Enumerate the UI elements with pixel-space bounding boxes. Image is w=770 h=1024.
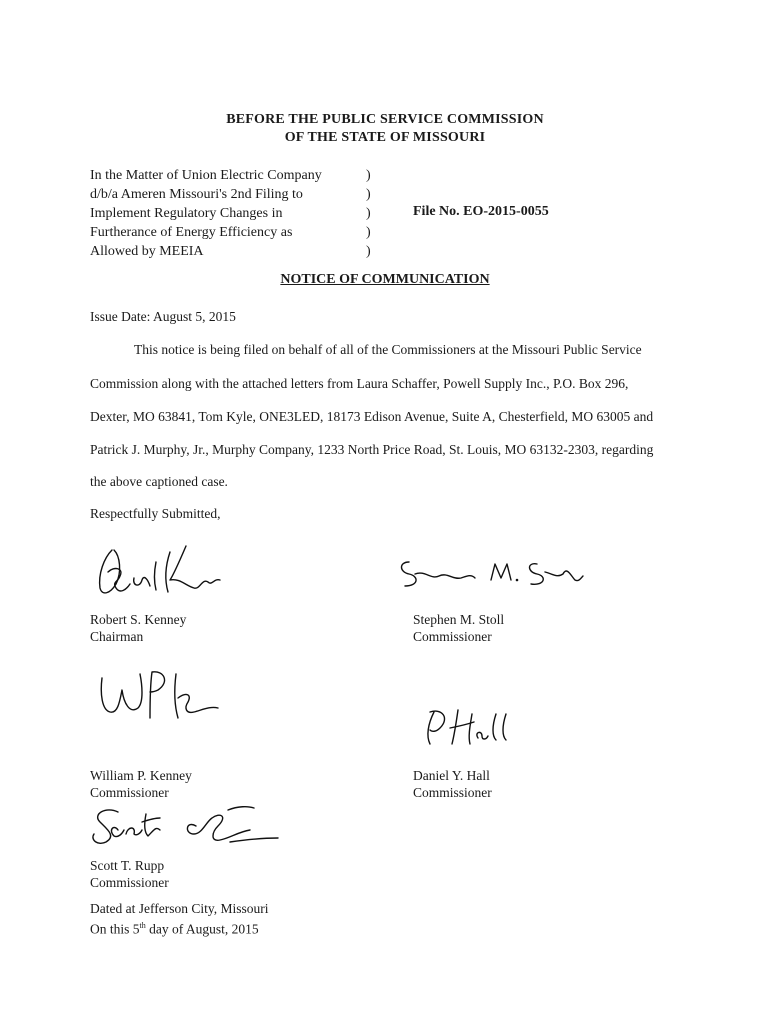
signatory-block: [90, 611, 186, 645]
caption-paren: ): [366, 168, 371, 183]
signature-stroke: [134, 578, 150, 586]
signature-stroke: [111, 828, 124, 837]
signatory-name: Robert S. Kenney: [90, 612, 187, 627]
commission-header-line-2: OF THE STATE OF MISSOURI: [284, 130, 486, 145]
signatory-block: [413, 611, 504, 645]
caption-paren: ): [366, 206, 371, 221]
signature-stroke: [415, 573, 475, 578]
dated-location: Dated at Jefferson City, Missouri: [90, 901, 269, 916]
signatory-title: Commissioner: [413, 629, 492, 644]
signature-stroke: [178, 695, 218, 713]
signature-stroke: [493, 714, 496, 740]
notice-body-line: Patrick J. Murphy, Jr., Murphy Company, 1233 North Price Road, St. Louis, MO 63132-2303, regarding: [90, 442, 654, 457]
case-caption: [90, 166, 370, 261]
signature-stroke: [491, 564, 511, 580]
caption-line: d/b/a Ameren Missouri's 2nd Filing to: [90, 187, 303, 202]
signature-stroke: [126, 828, 142, 835]
notice-body-line: Dexter, MO 63841, Tom Kyle, ONE3LED, 18173 Edison Avenue, Suite A, Chesterfield, MO 63005 and: [90, 409, 654, 424]
dated-date-prefix: On this 5: [90, 921, 140, 937]
caption-paren: ): [366, 187, 371, 202]
signature-william-kenney-image: [92, 664, 222, 729]
signature-stroke: [166, 552, 170, 592]
signature-stroke: [469, 714, 472, 744]
signature-stroke: [428, 712, 434, 744]
signature-stroke: [101, 674, 142, 712]
signature-stroke: [228, 807, 254, 810]
dated-block: [90, 900, 268, 938]
caption-line: Allowed by MEEIA: [90, 244, 204, 259]
signature-daniel-hall-image: [420, 700, 520, 750]
signature-stroke: [503, 714, 506, 740]
signatory-name: William P. Kenney: [90, 768, 192, 783]
signature-stroke: [175, 674, 178, 718]
commission-header-line-1: BEFORE THE PUBLIC SERVICE COMMISSION: [226, 112, 544, 127]
caption-paren: ): [366, 244, 371, 259]
caption-paren: ): [366, 225, 371, 240]
signature-stroke: [230, 838, 278, 842]
signatory-title: Chairman: [90, 629, 144, 644]
dated-date-suffix: day of August, 2015: [145, 921, 259, 937]
signatory-block: [90, 767, 192, 801]
signatory-block: [90, 857, 169, 891]
signatory-block: [413, 767, 492, 801]
signature-stroke: [170, 546, 220, 588]
dated-date: [90, 917, 268, 938]
signature-stroke: [93, 810, 118, 843]
signature-stephen-stoll-image: [395, 550, 585, 595]
issue-date: Issue Date: August 5, 2015: [90, 309, 236, 324]
signatory-name: Daniel Y. Hall: [413, 768, 490, 783]
signature-stroke: [150, 672, 165, 718]
signatory-title: Commissioner: [90, 785, 169, 800]
signature-stroke: [402, 562, 417, 586]
signature-stroke: [187, 815, 250, 840]
signature-scott-rupp-image: [88, 800, 288, 855]
notice-title: NOTICE OF COMMUNICATION: [280, 272, 490, 287]
signature-stroke: [430, 711, 445, 731]
dated-date-ordinal: th: [139, 921, 146, 930]
caption-line: Furtherance of Energy Efficiency as: [90, 225, 293, 240]
notice-body-line: the above captioned case.: [90, 474, 228, 489]
file-number: File No. EO-2015-0055: [413, 204, 549, 219]
notice-body-line: Commission along with the attached letters from Laura Schaffer, Powell Supply Inc., P.O. Box 296,: [90, 376, 629, 391]
signature-stroke: [530, 564, 544, 585]
signatory-title: Commissioner: [413, 785, 492, 800]
signature-stroke: [155, 562, 157, 590]
signature-stroke: [145, 814, 160, 836]
caption-line: Implement Regulatory Changes in: [90, 206, 283, 221]
signatory-name: Stephen M. Stoll: [413, 612, 505, 627]
closing: Respectfully Submitted,: [90, 506, 221, 521]
signature-stroke: [477, 732, 488, 739]
signature-robert-kenney-image: [90, 538, 230, 608]
signatory-title: Commissioner: [90, 875, 169, 890]
notice-body-line: This notice is being filed on behalf of all of the Commissioners at the Missouri Public Service: [134, 342, 642, 357]
signatory-name: Scott T. Rupp: [90, 858, 165, 873]
signature-stroke: [545, 571, 583, 581]
caption-line: In the Matter of Union Electric Company: [90, 168, 322, 183]
caption-parentheses: [366, 166, 371, 261]
